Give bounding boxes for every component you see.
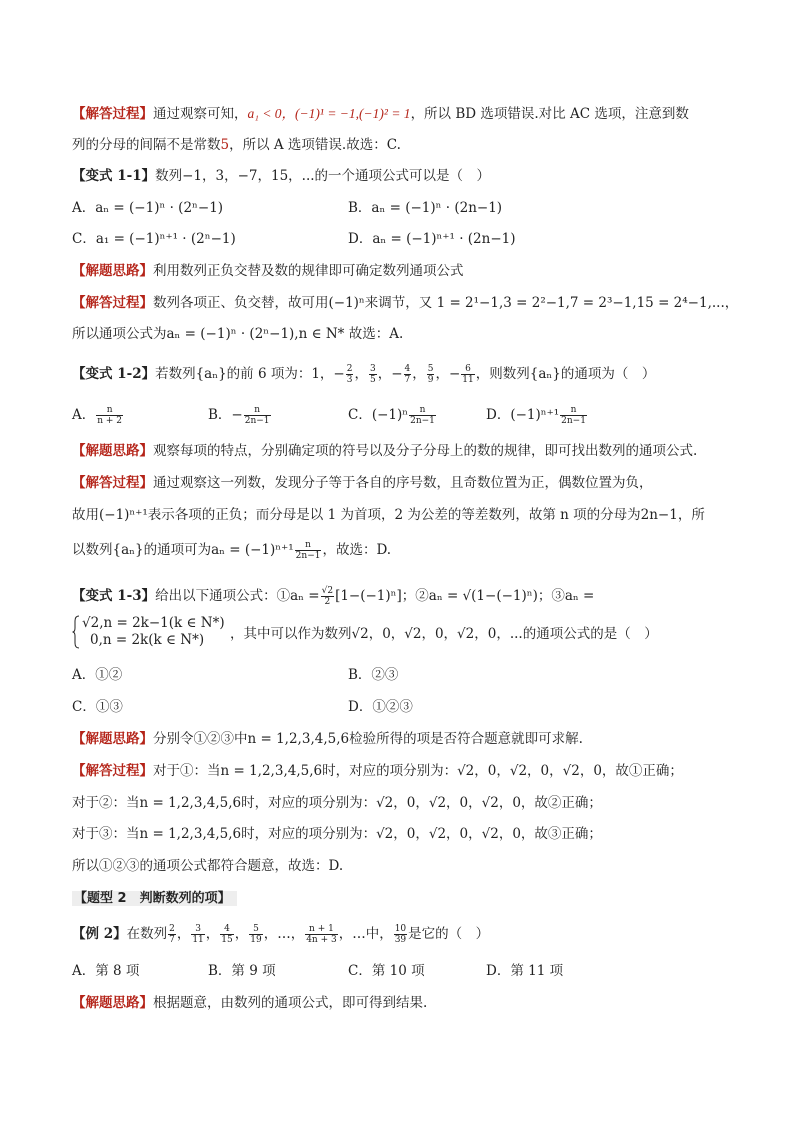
process-line: 以数列{aₙ}的通项可为aₙ = (−1)ⁿ⁺¹ $\frac{n}{2n-1}$ ，故选：D.	[72, 540, 392, 561]
process-line: 对于③：当n = 1,2,3,4,5,6时，对应的项分别为：√2，0，√2，0，√2，0，故③正确；	[72, 826, 602, 842]
variant-1-3-stem-2: ，其中可以作为数列√2，0，√2，0，√2，0，...的通项公式的是（ ）	[230, 626, 658, 642]
process-line: 所以通项公式为aₙ = (−1)ⁿ · (2ⁿ−1),n ∈ N* 故选：A.	[72, 326, 404, 342]
option-c: C．a₁ = (−1)ⁿ⁺¹ · (2ⁿ−1)	[72, 231, 236, 247]
thinking-line: 【解题思路】利用数列正负交替及数的规律即可确定数列通项公式	[72, 263, 464, 279]
fraction: $\frac{3}{5}$	[369, 364, 376, 385]
option-c: C．①③	[72, 699, 123, 715]
option-a: A．第 8 项	[72, 963, 140, 979]
option-b: B．aₙ = (−1)ⁿ · (2n−1)	[348, 200, 503, 216]
option-d: D．aₙ = (−1)ⁿ⁺¹ · (2n−1)	[348, 231, 516, 247]
process-line: 对于②：当n = 1,2,3,4,5,6时，对应的项分别为：√2，0，√2，0，√2，0，故②正确；	[72, 795, 602, 811]
process-line: 【解答过程】数列各项正、负交替，故可用(−1)ⁿ来调节，又 1 = 2¹−1,3 = 2²−1,7 = 2³−1,15 = 2⁴−1,...，	[72, 295, 739, 311]
process-line: 所以①②③的通项公式都符合题意，故选：D.	[72, 858, 344, 874]
brace-icon	[72, 615, 80, 649]
fraction: $\frac{6}{11}$	[462, 364, 474, 385]
option-a: A．①②	[72, 667, 123, 683]
thinking-line: 【解题思路】观察每项的特点，分别确定项的符号以及分子分母上的数的规律，即可找出数列的通项公式.	[72, 443, 698, 459]
option-d: D．第 11 项	[486, 963, 564, 979]
option-b: B．第 9 项	[208, 963, 276, 979]
thinking-line: 【解题思路】根据题意，由数列的通项公式，即可得到结果.	[72, 995, 428, 1011]
variant-1-2-stem: 【变式 1-2】若数列{aₙ}的前 6 项为：1，− $\frac{2}{3}$ ， $\frac{3}{5}$ ，− $\frac{4}{7}$ ， $\frac{5}{9}$ ，− $\frac{6}{11}$ ，则数列{aₙ}的通项为（ ）	[72, 364, 656, 385]
option-a: A．aₙ = (−1)ⁿ · (2ⁿ−1)	[72, 200, 224, 216]
variant-1-1-stem: 【变式 1-1】数列−1，3，−7，15，...的一个通项公式可以是（ ）	[72, 168, 491, 184]
fraction: $\frac{4}{7}$	[404, 364, 411, 385]
option-c: C．第 10 项	[348, 963, 425, 979]
option-d: D．(−1)ⁿ⁺¹ $\frac{n}{2n-1}$	[486, 405, 586, 426]
piecewise-case-1: √2,n = 2k−1(k ∈ N*)	[82, 615, 225, 631]
fraction: $\frac{5}{9}$	[427, 364, 434, 385]
option-b: B．②③	[348, 667, 399, 683]
process-line-2: 列的分母的间隔不是常数5，所以 A 选项错误.故选：C.	[72, 137, 401, 153]
option-d: D．①②③	[348, 699, 413, 715]
piecewise-case-2: 0,n = 2k(k ∈ N*)	[90, 632, 205, 648]
thinking-line: 【解题思路】分别令①②③中n = 1,2,3,4,5,6检验所得的项是否符合题意就即可求解.	[72, 731, 583, 747]
option-a: A． $\frac{n}{n + 2}$	[72, 405, 123, 426]
option-c: C．(−1)ⁿ $\frac{n}{2n-1}$	[348, 405, 435, 426]
process-line: 【解答过程】对于①：当n = 1,2,3,4,5,6时，对应的项分别为：√2，0，√2，0，√2，0，故①正确；	[72, 763, 683, 779]
process-line-1: 【解答过程】通过观察可知，a₁ < 0，(−1)¹ = −1,(−1)² = 1，所以 BD 选项错误.对比 AC 选项，注意到数	[72, 106, 689, 122]
process-label: 【解答过程】	[72, 106, 153, 122]
section-heading: 【题型 2 判断数列的项】	[72, 888, 237, 909]
example-2-stem: 【例 2】在数列 $\frac{2}{7}$ ， $\frac{3}{11}$ ， $\frac{4}{15}$ ， $\frac{5}{19}$ ，…， $\frac{n + 1}{4n + 3}$ ，…中， $\frac{10}{39}$ 是它的（ ）	[72, 924, 490, 945]
process-line: 【解答过程】通过观察这一列数，发现分子等于各自的序号数，且奇数位置为正，偶数位置为负，	[72, 475, 653, 491]
fraction: $\frac{2}{3}$	[346, 364, 353, 385]
variant-1-3-stem: 【变式 1-3】给出以下通项公式：①aₙ = $\frac{√2}{2}$ [1−(−1)ⁿ]；②aₙ = √(1−(−1)ⁿ)；③aₙ =	[72, 586, 595, 607]
process-line: 故用(−1)ⁿ⁺¹表示各项的正负；而分母是以 1 为首项，2 为公差的等差数列，故第 n 项的分母为2n−1，所	[72, 507, 705, 523]
option-b: B．− $\frac{n}{2n-1}$	[208, 405, 270, 426]
variant-label: 【变式 1-1】	[72, 168, 156, 184]
